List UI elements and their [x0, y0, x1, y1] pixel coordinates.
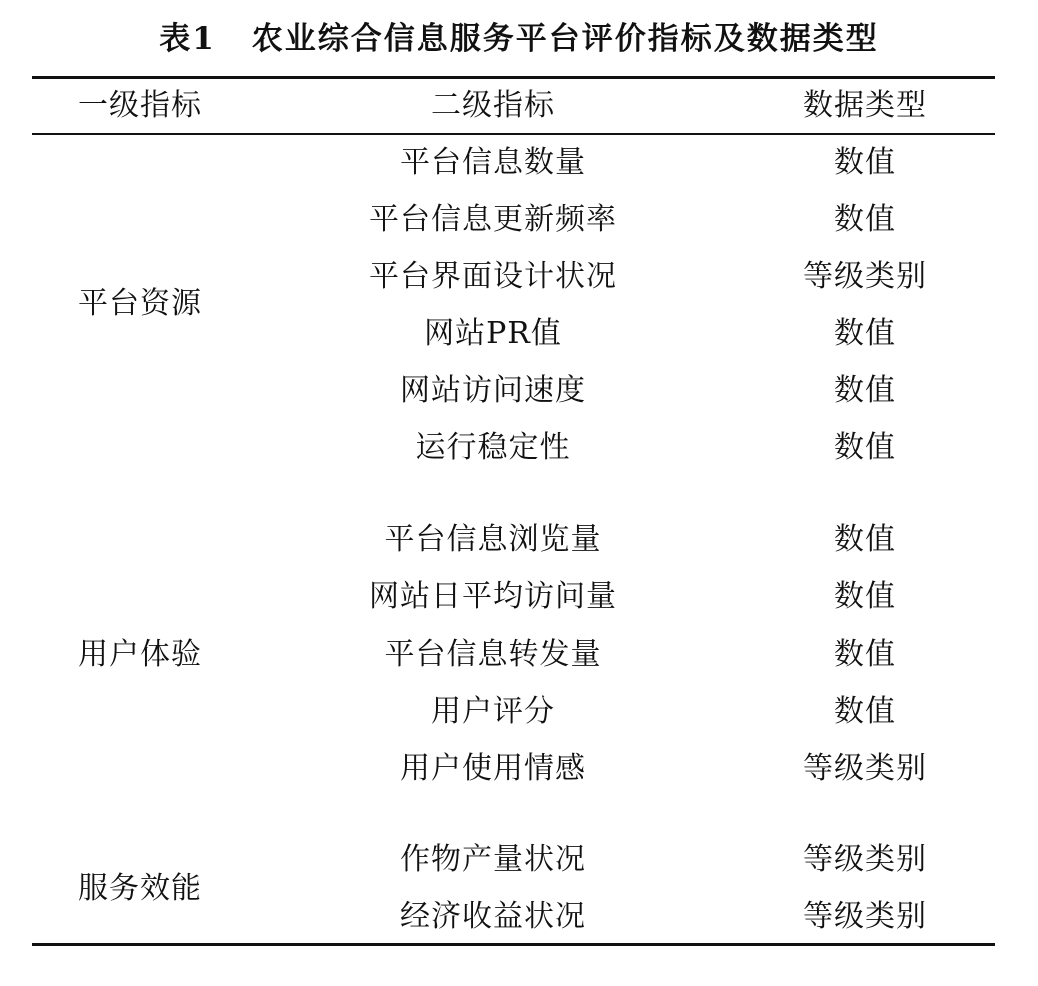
data-type-cell: 等级类别 — [803, 842, 927, 877]
data-type-cell: 等级类别 — [803, 899, 927, 934]
data-type-cell: 等级类别 — [803, 259, 927, 294]
data-type-cell: 等级类别 — [803, 751, 927, 786]
data-type-cell: 数值 — [834, 430, 896, 465]
table-caption — [0, 14, 1038, 64]
header-data-type: 数据类型 — [803, 88, 927, 123]
data-type-cell: 数值 — [834, 522, 896, 557]
table-title: 农业综合信息服务平台评价指标及数据类型 — [251, 21, 879, 57]
table-number: 表1 — [159, 21, 216, 57]
indicator-cell: 网站访问速度 — [400, 373, 586, 408]
data-type-cell: 数值 — [834, 694, 896, 729]
indicator-cell: 网站日平均访问量 — [369, 579, 617, 614]
data-type-cell: 数值 — [834, 637, 896, 672]
indicator-cell: 网站PR值 — [424, 316, 562, 351]
indicator-cell: 用户使用情感 — [400, 751, 586, 786]
header-level1: 一级指标 — [78, 88, 202, 123]
group-name-user-experience: 用户体验 — [78, 637, 202, 672]
indicator-cell: 平台界面设计状况 — [369, 259, 617, 294]
indicator-cell: 平台信息浏览量 — [384, 522, 602, 557]
header-rule — [32, 133, 995, 135]
bottom-rule — [32, 943, 995, 946]
data-type-cell: 数值 — [834, 579, 896, 614]
data-type-cell: 数值 — [834, 202, 896, 237]
top-rule — [32, 76, 995, 79]
group-name-platform-resources: 平台资源 — [78, 286, 202, 321]
data-type-cell: 数值 — [834, 316, 896, 351]
indicator-cell: 经济收益状况 — [400, 899, 586, 934]
indicator-cell: 平台信息更新频率 — [369, 202, 617, 237]
indicator-cell: 作物产量状况 — [400, 842, 586, 877]
indicator-cell: 运行稳定性 — [415, 430, 571, 465]
data-type-cell: 数值 — [834, 145, 896, 180]
group-name-service-efficiency: 服务效能 — [78, 871, 202, 906]
indicator-cell: 平台信息转发量 — [384, 637, 602, 672]
header-level2: 二级指标 — [431, 88, 555, 123]
indicator-cell: 用户评分 — [431, 694, 555, 729]
data-type-cell: 数值 — [834, 373, 896, 408]
indicator-cell: 平台信息数量 — [400, 145, 586, 180]
